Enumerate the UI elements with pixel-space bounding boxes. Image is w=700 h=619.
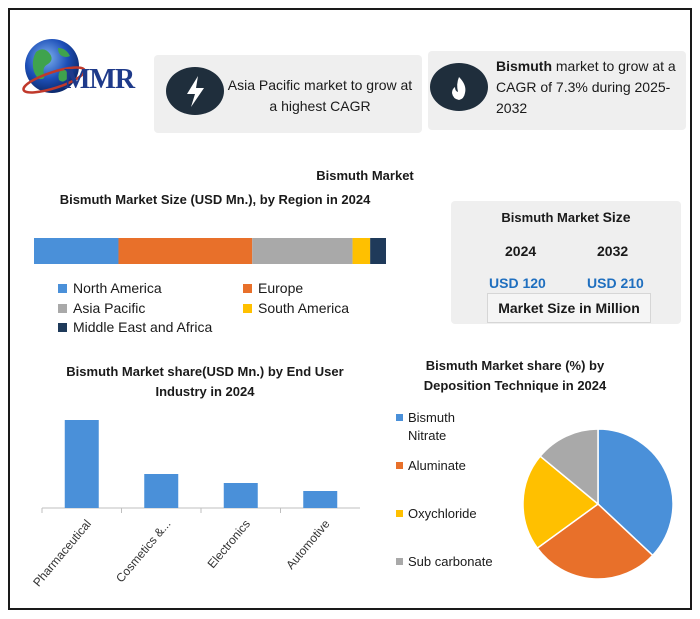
pie-legend-aluminate [396,457,466,475]
highlight-card-cagr [428,51,686,130]
end-user-chart-title: Bismuth Market share(USD Mn.) by End User Industry in 2024 [66,364,344,399]
highlight-card-asia-pacific [154,55,422,133]
legend-label: Oxychloride [408,506,477,521]
year-2032: 2032 [597,243,629,259]
stack-segment-north-america [34,238,118,264]
stack-segment-asia-pacific [252,238,352,264]
x-tick-label: Pharmaceutical [30,516,95,590]
bar-3 [303,491,337,508]
value-2032: USD 210 [587,275,644,291]
legend-item-south-america [243,300,349,316]
market-size-title [451,209,681,225]
x-tick-label: Automotive [283,516,333,572]
logo-text: MMR [64,64,135,95]
legend-item-europe [243,280,303,296]
flame-icon [430,63,488,111]
pie-chart-title: Bismuth Market share (%) by Deposition Technique in 2024 [423,358,607,393]
stack-segment-south-america [353,238,371,264]
pie-legend-sub-carbonate [396,553,493,571]
x-tick-label: Electronics [204,516,254,571]
legend-swatch [58,304,67,313]
bar-1 [144,474,178,508]
legend-label: Asia Pacific [73,300,146,316]
deposition-pie-chart [515,424,680,584]
pie-legend-bismuth-nitrate [396,409,476,445]
card-text-rest: market to grow at a CAGR of 7.3% during 2025-2032 [496,58,676,116]
legend-swatch [396,414,403,421]
legend-swatch [58,323,67,332]
value-2024: USD 120 [489,275,546,291]
legend-label: Bismuth Nitrate [408,410,455,443]
stack-segment-europe [118,238,252,264]
market-size-card [451,201,681,324]
legend-swatch [58,284,67,293]
card-text [496,56,684,119]
legend-swatch [396,462,403,469]
market-size-footer: Market Size in Million [487,293,651,323]
card-text: Asia Pacific market to grow at a highest CAGR [227,77,413,114]
legend-swatch [243,304,252,313]
bar-2 [224,483,258,508]
bar-0 [65,420,99,508]
market-size-title-text: Bismuth Market [501,210,603,225]
legend-item-asia-pacific [58,300,145,316]
region-chart-title: Bismuth Market Size (USD Mn.), by Region in 2024 [59,192,371,207]
market-size-title-big: Size [602,209,631,225]
brand-logo [18,28,148,108]
pie-legend-oxychloride [396,505,477,523]
legend-swatch [243,284,252,293]
legend-swatch [396,558,403,565]
card-text-bold: Bismuth [496,58,552,74]
legend-label: South America [258,300,350,316]
lightning-icon [166,67,224,115]
legend-label: Middle East and Africa [73,319,213,335]
year-2024: 2024 [505,243,537,259]
x-tick-label: Cosmetics &... [113,516,174,586]
end-user-bar-chart [20,400,380,600]
stack-segment-middle-east-and-africa [370,238,386,264]
legend-item-north-america [58,280,162,296]
legend-item-middle-east-africa [58,319,212,335]
legend-label: North America [73,280,162,296]
legend-swatch [396,510,403,517]
legend-label: Aluminate [408,458,466,473]
legend-label: Sub carbonate [408,554,493,569]
main-title: Bismuth Market [316,168,414,183]
legend-label: Europe [258,280,304,296]
region-stacked-bar [34,238,386,264]
